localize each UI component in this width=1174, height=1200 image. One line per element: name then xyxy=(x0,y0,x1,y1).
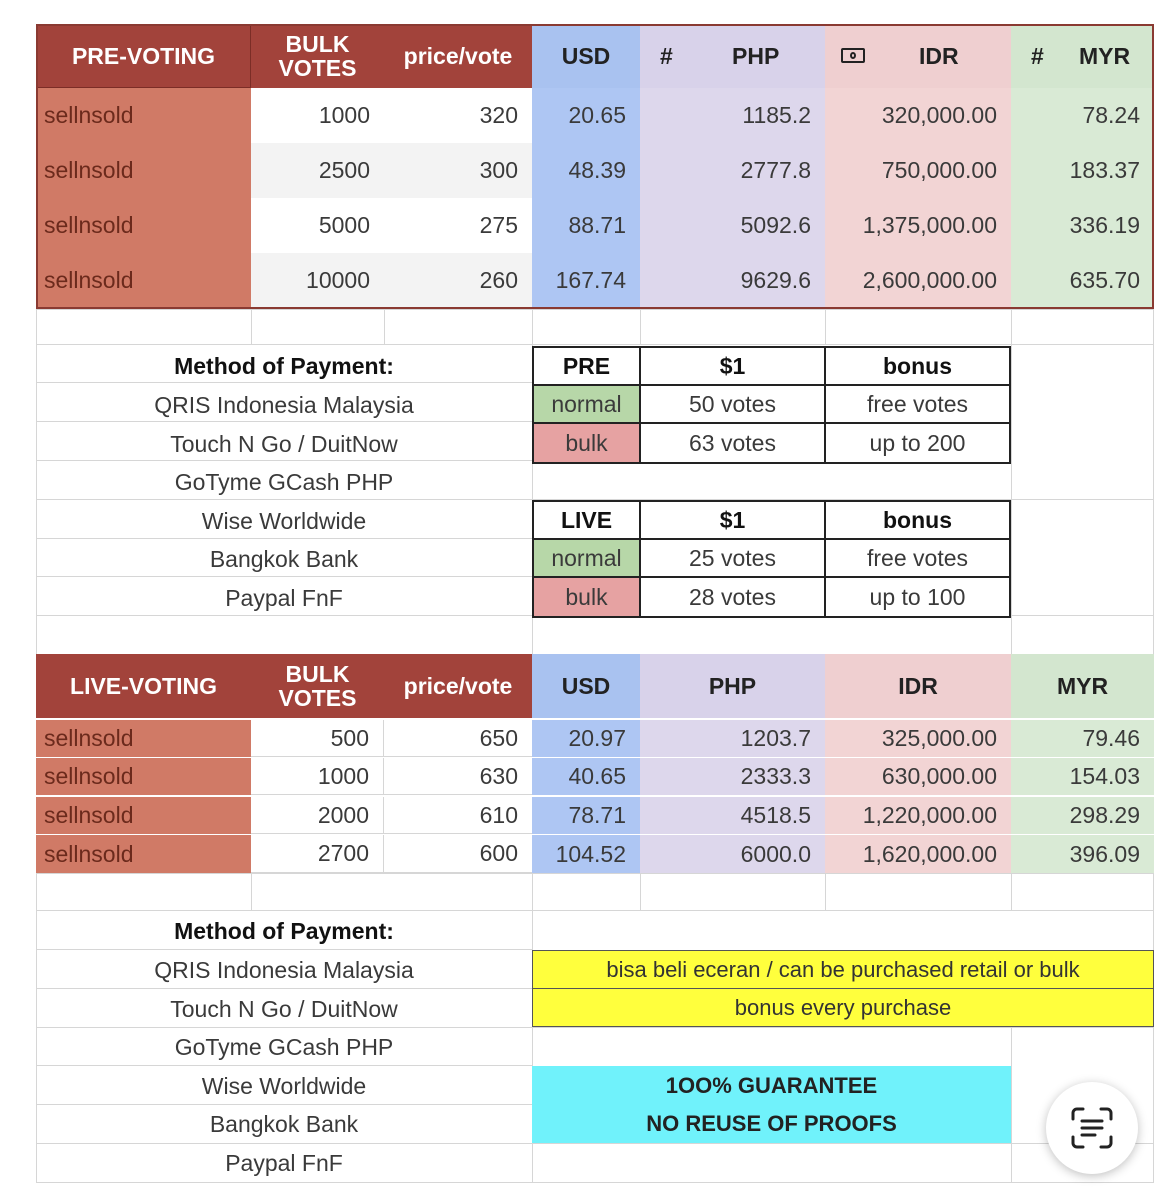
payment-method-item: GoTyme GCash PHP xyxy=(174,1033,394,1060)
normal-tier: normal xyxy=(534,540,641,578)
usd-header: USD xyxy=(532,24,640,88)
payment-method-item: Bangkok Bank xyxy=(209,545,359,572)
text-scan-button[interactable] xyxy=(1046,1082,1138,1174)
price-cell: 650 xyxy=(384,720,532,757)
usd-cell: 78.71 xyxy=(532,797,640,834)
dollar-label: $1 xyxy=(641,348,826,386)
php-cell: 6000.0 xyxy=(640,835,825,873)
seller-cell: sellnsold xyxy=(36,797,251,834)
pre-label: PRE xyxy=(534,348,641,386)
bonus-label: bonus xyxy=(826,502,1009,540)
payment-method-item: Wise Worldwide xyxy=(201,507,367,534)
payment-method-item: QRIS Indonesia Malaysia xyxy=(154,391,414,418)
myr-header xyxy=(1011,24,1154,88)
myr-cell: 396.09 xyxy=(1011,835,1154,873)
text-scan-icon xyxy=(1069,1105,1115,1151)
idr-cell: 1,620,000.00 xyxy=(825,835,1011,873)
bulk-votes-header: BULK VOTES xyxy=(251,24,384,88)
payment-method-item: GoTyme GCash PHP xyxy=(174,468,394,495)
live-label: LIVE xyxy=(534,502,641,540)
myr-cell: 154.03 xyxy=(1011,758,1154,795)
myr-cell: 79.46 xyxy=(1011,720,1154,757)
price-cell: 300 xyxy=(384,143,532,198)
idr-cell: 630,000.00 xyxy=(825,758,1011,795)
usd-cell: 20.97 xyxy=(532,720,640,757)
idr-cell: 320,000.00 xyxy=(825,88,1011,143)
bulk-cell: 2500 xyxy=(251,143,384,198)
price-cell: 600 xyxy=(384,835,532,873)
php-header: PHP xyxy=(640,654,825,718)
bonus-note: bonus every purchase xyxy=(532,988,1154,1027)
dollar-label: $1 xyxy=(641,502,826,540)
myr-header: MYR xyxy=(1011,654,1154,718)
payment-method-title: Method of Payment: xyxy=(174,352,394,379)
retail-bulk-note: bisa beli eceran / can be purchased retail or bulk xyxy=(532,950,1154,989)
idr-cell: 1,375,000.00 xyxy=(825,198,1011,253)
idr-cell: 750,000.00 xyxy=(825,143,1011,198)
banknote-icon xyxy=(841,48,865,63)
php-cell: 9629.6 xyxy=(640,253,825,308)
seller-cell: sellnsold xyxy=(36,143,251,198)
votes-per-dollar: 25 votes xyxy=(641,540,826,578)
myr-header-label: MYR xyxy=(1079,42,1131,69)
bonus-label: bonus xyxy=(826,348,1009,386)
bulk-cell: 5000 xyxy=(318,212,370,238)
php-cell: 1203.7 xyxy=(640,720,825,757)
payment-method-item: Touch N Go / DuitNow xyxy=(170,995,398,1022)
myr-cell: 298.29 xyxy=(1011,797,1154,834)
bulk-cell: 1000 xyxy=(251,758,384,795)
php-cell: 1185.2 xyxy=(640,88,825,143)
usd-cell: 40.65 xyxy=(532,758,640,795)
seller-cell: sellnsold xyxy=(36,253,251,308)
pre-voting-title: PRE-VOTING xyxy=(36,24,251,88)
price-cell: 320 xyxy=(479,102,518,128)
seller-cell: sellnsold xyxy=(36,758,251,795)
idr-header: IDR xyxy=(825,654,1011,718)
seller-cell: sellnsold xyxy=(36,720,251,757)
price-cell: 260 xyxy=(384,253,532,308)
usd-cell: 88.71 xyxy=(532,198,640,253)
php-header-label: PHP xyxy=(732,42,780,69)
payment-method-item: Bangkok Bank xyxy=(209,1110,359,1137)
guarantee-label: 1OO% GUARANTEE xyxy=(532,1066,1011,1105)
spreadsheet-grid xyxy=(36,24,1154,1184)
seller-cell: sellnsold xyxy=(36,88,251,143)
php-cell: 5092.6 xyxy=(640,198,825,253)
votes-per-dollar: 63 votes xyxy=(641,424,826,462)
price-cell: 275 xyxy=(479,212,518,238)
idr-header xyxy=(825,24,1011,88)
bonus-value: free votes xyxy=(826,540,1009,578)
bulk-cell: 500 xyxy=(251,720,384,757)
php-header xyxy=(640,24,825,88)
bulk-cell: 10000 xyxy=(251,253,384,308)
idr-header-label: IDR xyxy=(919,42,959,69)
payment-method-title: Method of Payment: xyxy=(174,917,394,944)
bonus-value: free votes xyxy=(826,386,1009,424)
price-cell: 630 xyxy=(384,758,532,795)
idr-cell: 325,000.00 xyxy=(825,720,1011,757)
price-per-vote-header: price/vote xyxy=(384,654,532,718)
pre-bonus-box xyxy=(532,346,1011,464)
php-hash-prefix: # xyxy=(660,42,673,69)
bulk-tier: bulk xyxy=(534,424,641,462)
seller-cell: sellnsold xyxy=(36,835,251,873)
bulk-tier: bulk xyxy=(534,578,641,616)
php-cell: 2777.8 xyxy=(640,143,825,198)
bulk-cell: 1000 xyxy=(318,102,370,128)
php-cell: 2333.3 xyxy=(640,758,825,795)
normal-tier: normal xyxy=(534,386,641,424)
votes-per-dollar: 28 votes xyxy=(641,578,826,616)
bonus-value: up to 200 xyxy=(869,429,966,456)
price-per-vote-header: price/vote xyxy=(384,24,532,88)
usd-cell: 167.74 xyxy=(532,253,640,308)
live-voting-title: LIVE-VOTING xyxy=(36,654,251,718)
seller-cell: sellnsold xyxy=(36,198,251,253)
usd-cell: 20.65 xyxy=(532,88,640,143)
price-cell: 610 xyxy=(384,797,532,834)
bulk-votes-header: BULK VOTES xyxy=(251,654,384,718)
no-reuse-label: NO REUSE OF PROOFS xyxy=(532,1105,1011,1143)
payment-method-item: Wise Worldwide xyxy=(201,1072,367,1099)
live-bonus-box xyxy=(532,500,1011,618)
bulk-cell: 2700 xyxy=(251,835,384,873)
payment-method-item: Touch N Go / DuitNow xyxy=(170,430,398,457)
myr-cell: 635.70 xyxy=(1011,253,1154,308)
idr-cell: 2,600,000.00 xyxy=(825,253,1011,308)
myr-cell: 183.37 xyxy=(1011,143,1154,198)
payment-method-item: Paypal FnF xyxy=(225,1149,343,1176)
bulk-cell: 2000 xyxy=(251,797,384,834)
bonus-value: up to 100 xyxy=(869,583,966,610)
php-cell: 4518.5 xyxy=(640,797,825,834)
myr-cell: 78.24 xyxy=(1011,88,1154,143)
idr-cell: 1,220,000.00 xyxy=(825,797,1011,834)
myr-cell: 336.19 xyxy=(1011,198,1154,253)
usd-header: USD xyxy=(532,654,640,718)
payment-method-item: Paypal FnF xyxy=(225,584,343,611)
myr-hash-prefix: # xyxy=(1031,42,1044,69)
payment-method-item: QRIS Indonesia Malaysia xyxy=(154,956,414,983)
votes-per-dollar: 50 votes xyxy=(641,386,826,424)
usd-cell: 104.52 xyxy=(532,835,640,873)
usd-cell: 48.39 xyxy=(532,143,640,198)
